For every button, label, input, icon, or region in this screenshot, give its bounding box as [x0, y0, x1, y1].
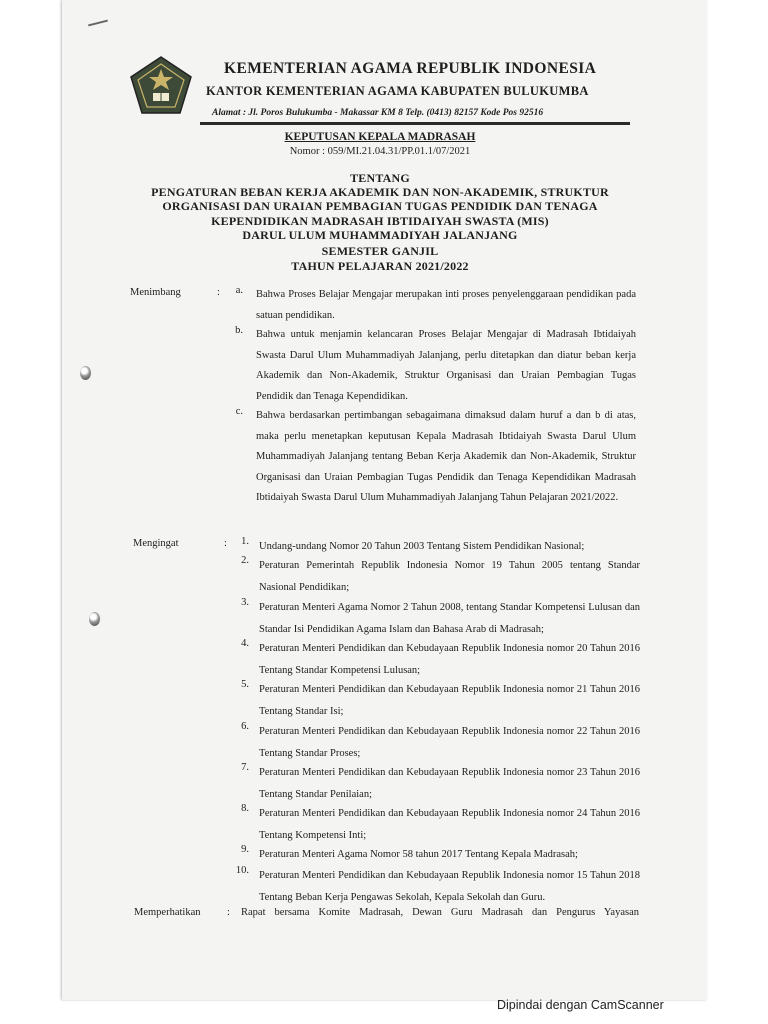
subject-line: TAHUN PELAJARAN 2021/2022: [291, 259, 469, 273]
mengingat-item: Peraturan Menteri Pendidikan dan Kebudayaan Republik Indonesia nomor 21 Tahun 2016 Tentang Standar Isi;: [259, 684, 640, 717]
ministry-name: KEMENTERIAN AGAMA REPUBLIK INDONESIA: [224, 60, 597, 77]
menimbang-item: Bahwa berdasarkan pertimbangan sebagaimana dimaksud dalam huruf a dan b di atas, maka perlu menetapkan keputusan Kepala Madrasah Ibtidaiyah Swasta Darul Ulum Muhammadiyah Jalanjang tentang Beban Kerja Akademik dan Non-Akademik, Struktur Organisasi dan Uraian Pembagian Tugas Pendidik dan Tenaga Kependidikan Madrasah Ibtidaiyah Swasta Darul Ulum Muhammadiyah Jalanjang Tahun Pelajaran 2021/2022.: [256, 410, 636, 503]
punch-hole-bottom: [89, 612, 100, 626]
mengingat-mark: 6.: [241, 721, 249, 732]
ministry-emblem-icon: [128, 55, 194, 115]
punch-hole-top: [80, 366, 91, 380]
mengingat-item: Peraturan Pemerintah Republik Indonesia Nomor 19 Tahun 2005 tentang Standar Nasional Pendidikan;: [259, 560, 640, 593]
decree-title: KEPUTUSAN KEPALA MADRASAH: [284, 131, 476, 143]
menimbang-label: Menimbang: [130, 287, 181, 298]
memperhatikan-colon: :: [227, 907, 230, 918]
subject-line: SEMESTER GANJIL: [321, 244, 439, 258]
camscanner-watermark: Dipindai dengan CamScanner: [497, 998, 664, 1012]
mengingat-item: Peraturan Menteri Pendidikan dan Kebudayaan Republik Indonesia nomor 23 Tahun 2016 Tentang Standar Penilaian;: [259, 767, 640, 800]
menimbang-mark: c.: [235, 406, 243, 417]
mengingat-item: Undang-undang Nomor 20 Tahun 2003 Tentang Sistem Pendidikan Nasional;: [259, 541, 585, 552]
memperhatikan-text: Rapat bersama Komite Madrasah, Dewan Guru Madrasah dan Pengurus Yayasan: [241, 907, 639, 918]
mengingat-mark: 1.: [241, 536, 249, 547]
mengingat-mark: 4.: [241, 638, 249, 649]
mengingat-mark: 5.: [241, 679, 249, 690]
mengingat-item: Peraturan Menteri Agama Nomor 58 tahun 2017 Tentang Kepala Madrasah;: [259, 849, 578, 860]
letterhead-rule: [200, 122, 630, 125]
mengingat-item: Peraturan Menteri Agama Nomor 2 Tahun 2008, tentang Standar Kompetensi Lulusan dan Standar Isi Pendidikan Agama Islam dan Bahasa Arab di Madrasah;: [259, 602, 640, 635]
decree-about: TENTANG: [350, 171, 410, 185]
menimbang-mark: a.: [235, 285, 243, 296]
office-address: Alamat : Jl. Poros Bulukumba - Makassar KM 8 Telp. (0413) 82157 Kode Pos 92516: [212, 108, 544, 118]
menimbang-item: Bahwa untuk menjamin kelancaran Proses Belajar Mengajar di Madrasah Ibtidaiyah Swasta Darul Ulum Muhammadiyah Jalanjang, perlu ditetapkan dan diatur beban kerja Akademik dan Non-Akademik, Struktur Organisasi dan Uraian Pembagian Tugas Pendidik dan Tenaga Kependidikan.: [256, 329, 636, 402]
mengingat-mark: 7.: [241, 762, 249, 773]
office-name: KANTOR KEMENTERIAN AGAMA KABUPATEN BULUKUMBA: [206, 84, 589, 98]
menimbang-mark: b.: [235, 325, 243, 336]
subject-line: KEPENDIDIKAN MADRASAH IBTIDAIYAH SWASTA (MIS): [211, 214, 549, 228]
mengingat-label: Mengingat: [133, 538, 179, 549]
menimbang-colon: :: [217, 287, 220, 298]
mengingat-item: Peraturan Menteri Pendidikan dan Kebudayaan Republik Indonesia nomor 22 Tahun 2016 Tentang Standar Proses;: [259, 726, 640, 759]
menimbang-item: Bahwa Proses Belajar Mengajar merupakan inti proses penyelenggaraan pendidikan pada satuan pendidikan.: [256, 289, 636, 321]
mengingat-item: Peraturan Menteri Pendidikan dan Kebudayaan Republik Indonesia nomor 20 Tahun 2016 Tentang Standar Kompetensi Lulusan;: [259, 643, 640, 676]
subject-line: ORGANISASI DAN URAIAN PEMBAGIAN TUGAS PENDIDIK DAN TENAGA: [162, 199, 598, 213]
mengingat-item: Peraturan Menteri Pendidikan dan Kebudayaan Republik Indonesia nomor 24 Tahun 2016 Tentang Kompetensi Inti;: [259, 808, 640, 841]
mengingat-mark: 9.: [241, 844, 249, 855]
mengingat-mark: 2.: [241, 555, 249, 566]
mengingat-mark: 10.: [235, 865, 249, 876]
mengingat-item: Peraturan Menteri Pendidikan dan Kebudayaan Republik Indonesia nomor 15 Tahun 2018 Tentang Beban Kerja Pengawas Sekolah, Kepala Sekolah dan Guru.: [259, 870, 640, 903]
decree-number: Nomor : 059/MI.21.04.31/PP.01.1/07/2021: [289, 146, 471, 157]
mengingat-colon: :: [224, 538, 227, 549]
subject-line: PENGATURAN BEBAN KERJA AKADEMIK DAN NON-AKADEMIK, STRUKTUR: [151, 185, 609, 199]
mengingat-mark: 8.: [241, 803, 249, 814]
memperhatikan-label: Memperhatikan: [134, 907, 201, 918]
mengingat-mark: 3.: [241, 597, 249, 608]
subject-line: DARUL ULUM MUHAMMADIYAH JALANJANG: [242, 228, 518, 242]
